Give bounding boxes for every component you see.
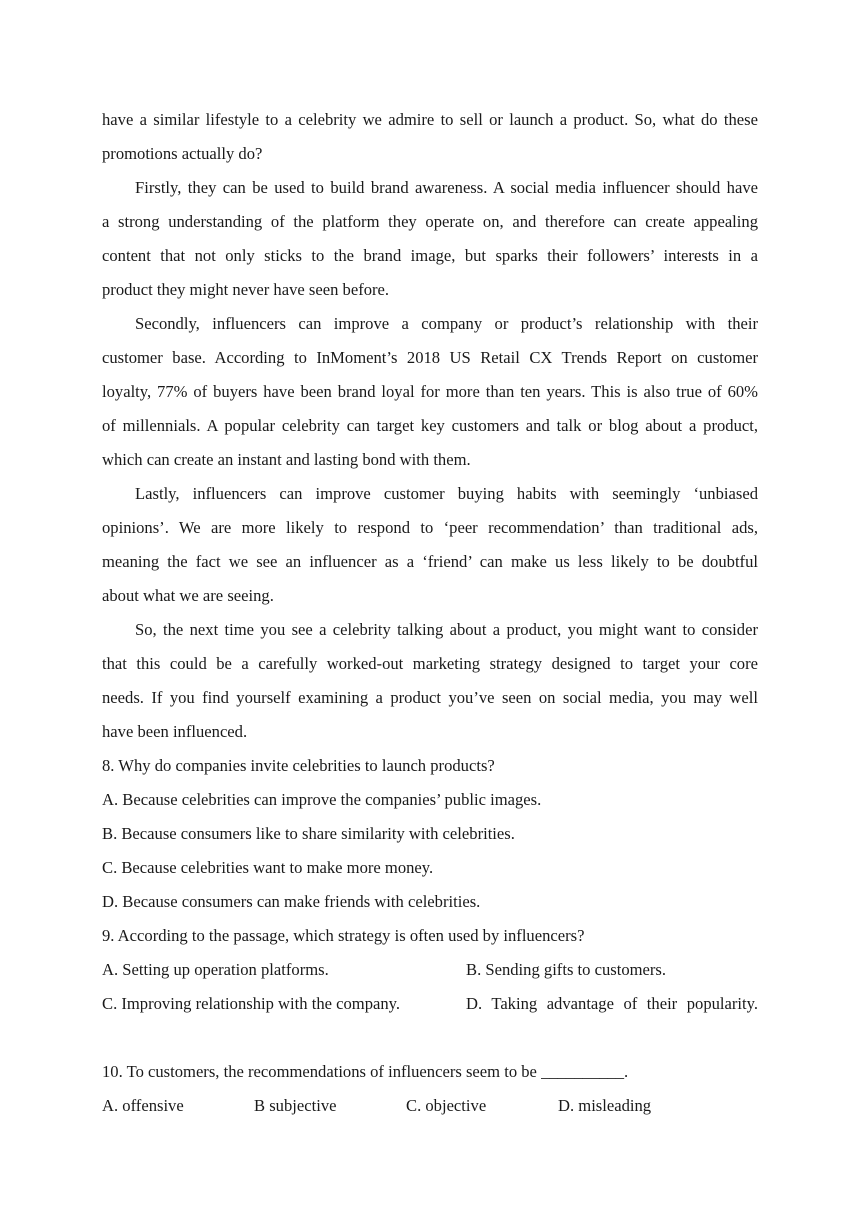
- option-d: D. Taking advantage of their popularity.: [466, 994, 758, 1013]
- passage-line: loyalty, 77% of buyers have been brand loyal for more than ten years. This is also true of 60%: [102, 382, 758, 401]
- option-a: A. Setting up operation platforms.: [102, 960, 329, 979]
- option-b: B. Because consumers like to share similarity with celebrities.: [102, 824, 515, 843]
- option-c: C. Improving relationship with the company.: [102, 994, 401, 1013]
- option-a: A. Because celebrities can improve the companies’ public images.: [102, 790, 542, 809]
- options-row: [102, 1089, 758, 1123]
- option-c: C. Because celebrities want to make more money.: [102, 858, 434, 877]
- passage-line: needs. If you find yourself examining a product you’ve seen on social media, you may well: [102, 688, 758, 707]
- passage-line: that this could be a carefully worked-out marketing strategy designed to target your core: [102, 654, 758, 673]
- passage-line: Lastly, influencers can improve customer buying habits with seemingly ‘unbiased: [135, 484, 758, 503]
- question-stem: 10. To customers, the recommendations of influencers seem to be __________.: [102, 1062, 629, 1081]
- question-10: [102, 1055, 758, 1123]
- passage-line: product they might never have seen before.: [102, 280, 390, 299]
- question-8: [102, 749, 758, 919]
- option-c: C. objective: [406, 1096, 487, 1115]
- options-row: [102, 987, 758, 1021]
- passage-line: have been influenced.: [102, 722, 248, 741]
- option-a: A. offensive: [102, 1096, 184, 1115]
- spacer: [102, 1021, 758, 1055]
- question-stem: 8. Why do companies invite celebrities to launch products?: [102, 756, 495, 775]
- passage-line: Firstly, they can be used to build brand awareness. A social media influencer should have: [135, 178, 758, 197]
- passage-line: which can create an instant and lasting bond with them.: [102, 450, 471, 469]
- passage-line: about what we are seeing.: [102, 586, 274, 605]
- passage-line: Secondly, influencers can improve a company or product’s relationship with their: [135, 314, 758, 333]
- passage-line: have a similar lifestyle to a celebrity we admire to sell or launch a product. So, what do these: [102, 110, 758, 129]
- passage-line: content that not only sticks to the brand image, but sparks their followers’ interests in a: [102, 246, 758, 265]
- option-b: B. Sending gifts to customers.: [466, 960, 667, 979]
- passage-line: opinions’. We are more likely to respond to ‘peer recommendation’ than traditional ads,: [102, 518, 758, 537]
- options-row: [102, 953, 758, 987]
- passage-line: of millennials. A popular celebrity can target key customers and talk or blog about a product,: [102, 416, 758, 435]
- passage-line: customer base. According to InMoment’s 2018 US Retail CX Trends Report on customer: [102, 348, 758, 367]
- passage-line: meaning the fact we see an influencer as a ‘friend’ can make us less likely to be doubtful: [102, 552, 758, 571]
- option-d: D. Because consumers can make friends with celebrities.: [102, 892, 481, 911]
- question-9: [102, 919, 758, 1021]
- option-d: D. misleading: [558, 1096, 652, 1115]
- passage-line: a strong understanding of the platform they operate on, and therefore can create appealing: [102, 212, 758, 231]
- passage-line: So, the next time you see a celebrity talking about a product, you might want to consider: [135, 620, 758, 639]
- option-b: B subjective: [254, 1096, 337, 1115]
- question-stem: 9. According to the passage, which strategy is often used by influencers?: [102, 926, 585, 945]
- passage-line: promotions actually do?: [102, 144, 263, 163]
- reading-passage: [102, 103, 758, 749]
